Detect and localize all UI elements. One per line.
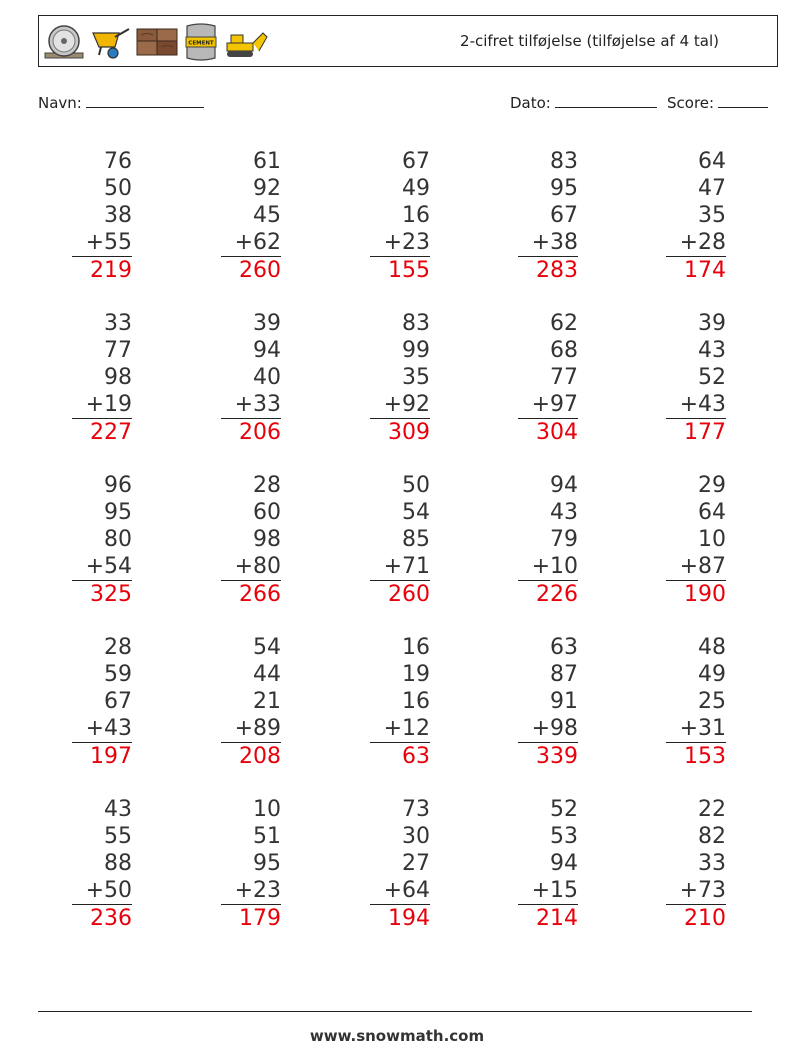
addition-problem [370, 472, 430, 608]
addend: 27 [402, 851, 430, 876]
addend-with-plus: +89 [221, 715, 281, 743]
addend: 85 [402, 527, 430, 552]
addition-problem [221, 472, 281, 608]
addition-problem [221, 796, 281, 932]
saw-blade-icon [43, 23, 85, 61]
addend-with-plus: +31 [666, 715, 726, 743]
addend-with-plus: +28 [666, 229, 726, 257]
answer: 177 [684, 420, 726, 445]
addend-with-plus: +15 [518, 877, 578, 905]
addend: 16 [402, 689, 430, 714]
answer: 210 [684, 906, 726, 931]
addend: 44 [253, 662, 281, 687]
answer: 309 [388, 420, 430, 445]
addend: 68 [550, 338, 578, 363]
addend: 91 [550, 689, 578, 714]
addend: 79 [550, 527, 578, 552]
addend: 21 [253, 689, 281, 714]
wheelbarrow-icon [89, 23, 131, 61]
addend: 51 [253, 824, 281, 849]
addend: 40 [253, 365, 281, 390]
addition-problem [370, 310, 430, 446]
addend: 77 [104, 338, 132, 363]
addition-problem [72, 796, 132, 932]
addition-problem [518, 472, 578, 608]
answer: 236 [90, 906, 132, 931]
addend-with-plus: +73 [666, 877, 726, 905]
addend: 10 [698, 527, 726, 552]
answer: 266 [239, 582, 281, 607]
addend: 33 [698, 851, 726, 876]
page-title: 2-cifret tilføjelse (tilføjelse af 4 tal) [460, 32, 719, 50]
addend: 95 [550, 176, 578, 201]
addition-problem [666, 634, 726, 770]
addend: 39 [698, 311, 726, 336]
addend: 54 [253, 635, 281, 660]
addition-problem [221, 310, 281, 446]
addend-with-plus: +38 [518, 229, 578, 257]
answer: 206 [239, 420, 281, 445]
date-blank-line[interactable] [555, 93, 657, 108]
name-field[interactable] [38, 93, 204, 112]
addend: 16 [402, 203, 430, 228]
score-blank-line[interactable] [718, 93, 768, 108]
addend: 50 [104, 176, 132, 201]
addend: 98 [104, 365, 132, 390]
addend: 63 [550, 635, 578, 660]
addend: 35 [402, 365, 430, 390]
score-field[interactable] [667, 93, 768, 112]
addition-problem [72, 310, 132, 446]
answer: 190 [684, 582, 726, 607]
addend-with-plus: +33 [221, 391, 281, 419]
addition-problem [666, 796, 726, 932]
addend: 67 [402, 149, 430, 174]
cement-bag-icon [183, 22, 219, 62]
answer: 304 [536, 420, 578, 445]
addend-with-plus: +12 [370, 715, 430, 743]
addend: 52 [698, 365, 726, 390]
name-label: Navn: [38, 94, 82, 112]
addend: 64 [698, 149, 726, 174]
addend-with-plus: +64 [370, 877, 430, 905]
addend-with-plus: +19 [72, 391, 132, 419]
addition-problem [518, 634, 578, 770]
addend: 30 [402, 824, 430, 849]
addend: 49 [402, 176, 430, 201]
addition-problem [72, 148, 132, 284]
addend-with-plus: +55 [72, 229, 132, 257]
addend: 82 [698, 824, 726, 849]
addend: 77 [550, 365, 578, 390]
addend: 83 [402, 311, 430, 336]
addend: 28 [104, 635, 132, 660]
addend: 87 [550, 662, 578, 687]
wood-planks-icon [135, 23, 179, 61]
addend: 29 [698, 473, 726, 498]
addend: 43 [550, 500, 578, 525]
footer-divider [38, 1011, 752, 1012]
addend: 95 [253, 851, 281, 876]
date-label: Dato: [510, 94, 551, 112]
addend: 83 [550, 149, 578, 174]
addition-problem [221, 148, 281, 284]
answer: 226 [536, 582, 578, 607]
addend: 96 [104, 473, 132, 498]
answer: 260 [239, 258, 281, 283]
answer: 194 [388, 906, 430, 931]
answer: 179 [239, 906, 281, 931]
addend: 61 [253, 149, 281, 174]
answer: 197 [90, 744, 132, 769]
addend: 22 [698, 797, 726, 822]
addition-problem [370, 796, 430, 932]
score-label: Score: [667, 94, 715, 112]
answer: 325 [90, 582, 132, 607]
addend: 98 [253, 527, 281, 552]
addend-with-plus: +92 [370, 391, 430, 419]
addend-with-plus: +43 [666, 391, 726, 419]
addend: 19 [402, 662, 430, 687]
answer: 339 [536, 744, 578, 769]
addend: 62 [550, 311, 578, 336]
answer: 214 [536, 906, 578, 931]
addition-problem [370, 148, 430, 284]
cement-label: CEMENT [188, 40, 214, 47]
addend-with-plus: +71 [370, 553, 430, 581]
addend: 99 [402, 338, 430, 363]
addend-with-plus: +43 [72, 715, 132, 743]
addend: 80 [104, 527, 132, 552]
addition-problem [666, 310, 726, 446]
addition-problem [518, 310, 578, 446]
addend-with-plus: +54 [72, 553, 132, 581]
answer: 153 [684, 744, 726, 769]
addition-problem [666, 472, 726, 608]
addend-with-plus: +10 [518, 553, 578, 581]
addend: 88 [104, 851, 132, 876]
addend: 39 [253, 311, 281, 336]
addend: 28 [253, 473, 281, 498]
bulldozer-icon [223, 23, 269, 61]
addition-problem [370, 634, 430, 770]
footer-site: www.snowmath.com [309, 1027, 485, 1045]
addition-problem [518, 148, 578, 284]
addend: 45 [253, 203, 281, 228]
addend: 64 [698, 500, 726, 525]
addition-problem [221, 634, 281, 770]
addend-with-plus: +80 [221, 553, 281, 581]
answer: 227 [90, 420, 132, 445]
name-blank-line[interactable] [86, 93, 204, 108]
answer: 155 [388, 258, 430, 283]
addend: 16 [402, 635, 430, 660]
addend: 49 [698, 662, 726, 687]
addend: 52 [550, 797, 578, 822]
addend: 54 [402, 500, 430, 525]
answer: 174 [684, 258, 726, 283]
addend: 94 [550, 851, 578, 876]
addend: 59 [104, 662, 132, 687]
addend: 48 [698, 635, 726, 660]
addend-with-plus: +98 [518, 715, 578, 743]
addend-with-plus: +62 [221, 229, 281, 257]
addend-with-plus: +23 [370, 229, 430, 257]
addend: 50 [402, 473, 430, 498]
addend-with-plus: +87 [666, 553, 726, 581]
addend: 94 [253, 338, 281, 363]
answer: 219 [90, 258, 132, 283]
addend: 92 [253, 176, 281, 201]
addend: 47 [698, 176, 726, 201]
addend: 67 [104, 689, 132, 714]
addend: 43 [104, 797, 132, 822]
addend: 25 [698, 689, 726, 714]
addend: 43 [698, 338, 726, 363]
addition-problem [72, 634, 132, 770]
answer: 260 [388, 582, 430, 607]
addend: 60 [253, 500, 281, 525]
addend: 67 [550, 203, 578, 228]
addend: 10 [253, 797, 281, 822]
answer: 208 [239, 744, 281, 769]
addend: 73 [402, 797, 430, 822]
addition-problem [666, 148, 726, 284]
addition-problem [518, 796, 578, 932]
addend: 95 [104, 500, 132, 525]
addend-with-plus: +97 [518, 391, 578, 419]
answer: 63 [402, 744, 430, 769]
date-field[interactable] [510, 93, 657, 112]
addend: 38 [104, 203, 132, 228]
header-icons [43, 21, 269, 63]
addend-with-plus: +23 [221, 877, 281, 905]
answer: 283 [536, 258, 578, 283]
addend: 53 [550, 824, 578, 849]
addend: 76 [104, 149, 132, 174]
addend-with-plus: +50 [72, 877, 132, 905]
addend: 33 [104, 311, 132, 336]
addend: 35 [698, 203, 726, 228]
addition-problem [72, 472, 132, 608]
addend: 55 [104, 824, 132, 849]
addend: 94 [550, 473, 578, 498]
header-box [38, 15, 778, 67]
